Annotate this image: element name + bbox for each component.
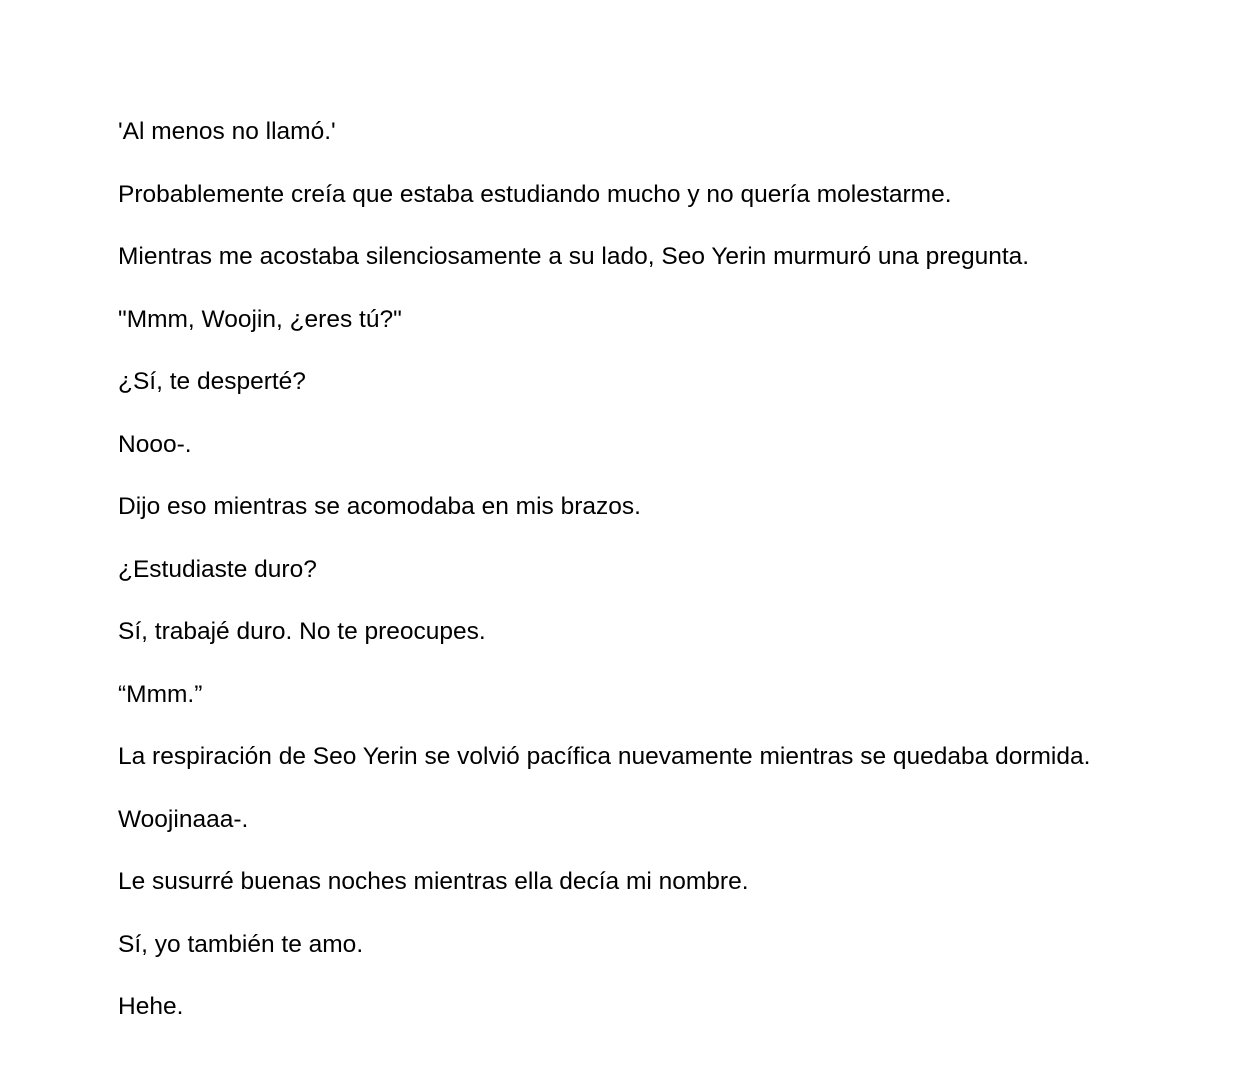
paragraph: Woojinaaa-. [118,805,249,833]
paragraph: "Mmm, Woojin, ¿eres tú?" [118,305,402,333]
paragraph: Nooo-. [118,430,192,458]
paragraph: Le susurré buenas noches mientras ella decía mi nombre. [118,868,749,895]
paragraph: Dijo eso mientras se acomodaba en mis brazos. [118,493,641,520]
paragraph: ¿Estudiaste duro? [118,555,317,583]
paragraph: La respiración de Seo Yerin se volvió pacífica nuevamente mientras se quedaba dormida. [118,743,1091,770]
document-body [118,116,1108,1054]
paragraph: Sí, yo también te amo. [118,930,364,958]
paragraph: 'Al menos no llamó.' [118,118,336,145]
paragraph: Probablemente creía que estaba estudiando mucho y no quería molestarme. [118,180,952,208]
paragraph: “Mmm.” [118,680,203,708]
paragraph: Sí, trabajé duro. No te preocupes. [118,618,486,645]
paragraph: ¿Sí, te desperté? [118,368,306,395]
paragraph: Hehe. [118,993,184,1020]
paragraph: Mientras me acostaba silenciosamente a su lado, Seo Yerin murmuró una pregunta. [118,243,1030,270]
